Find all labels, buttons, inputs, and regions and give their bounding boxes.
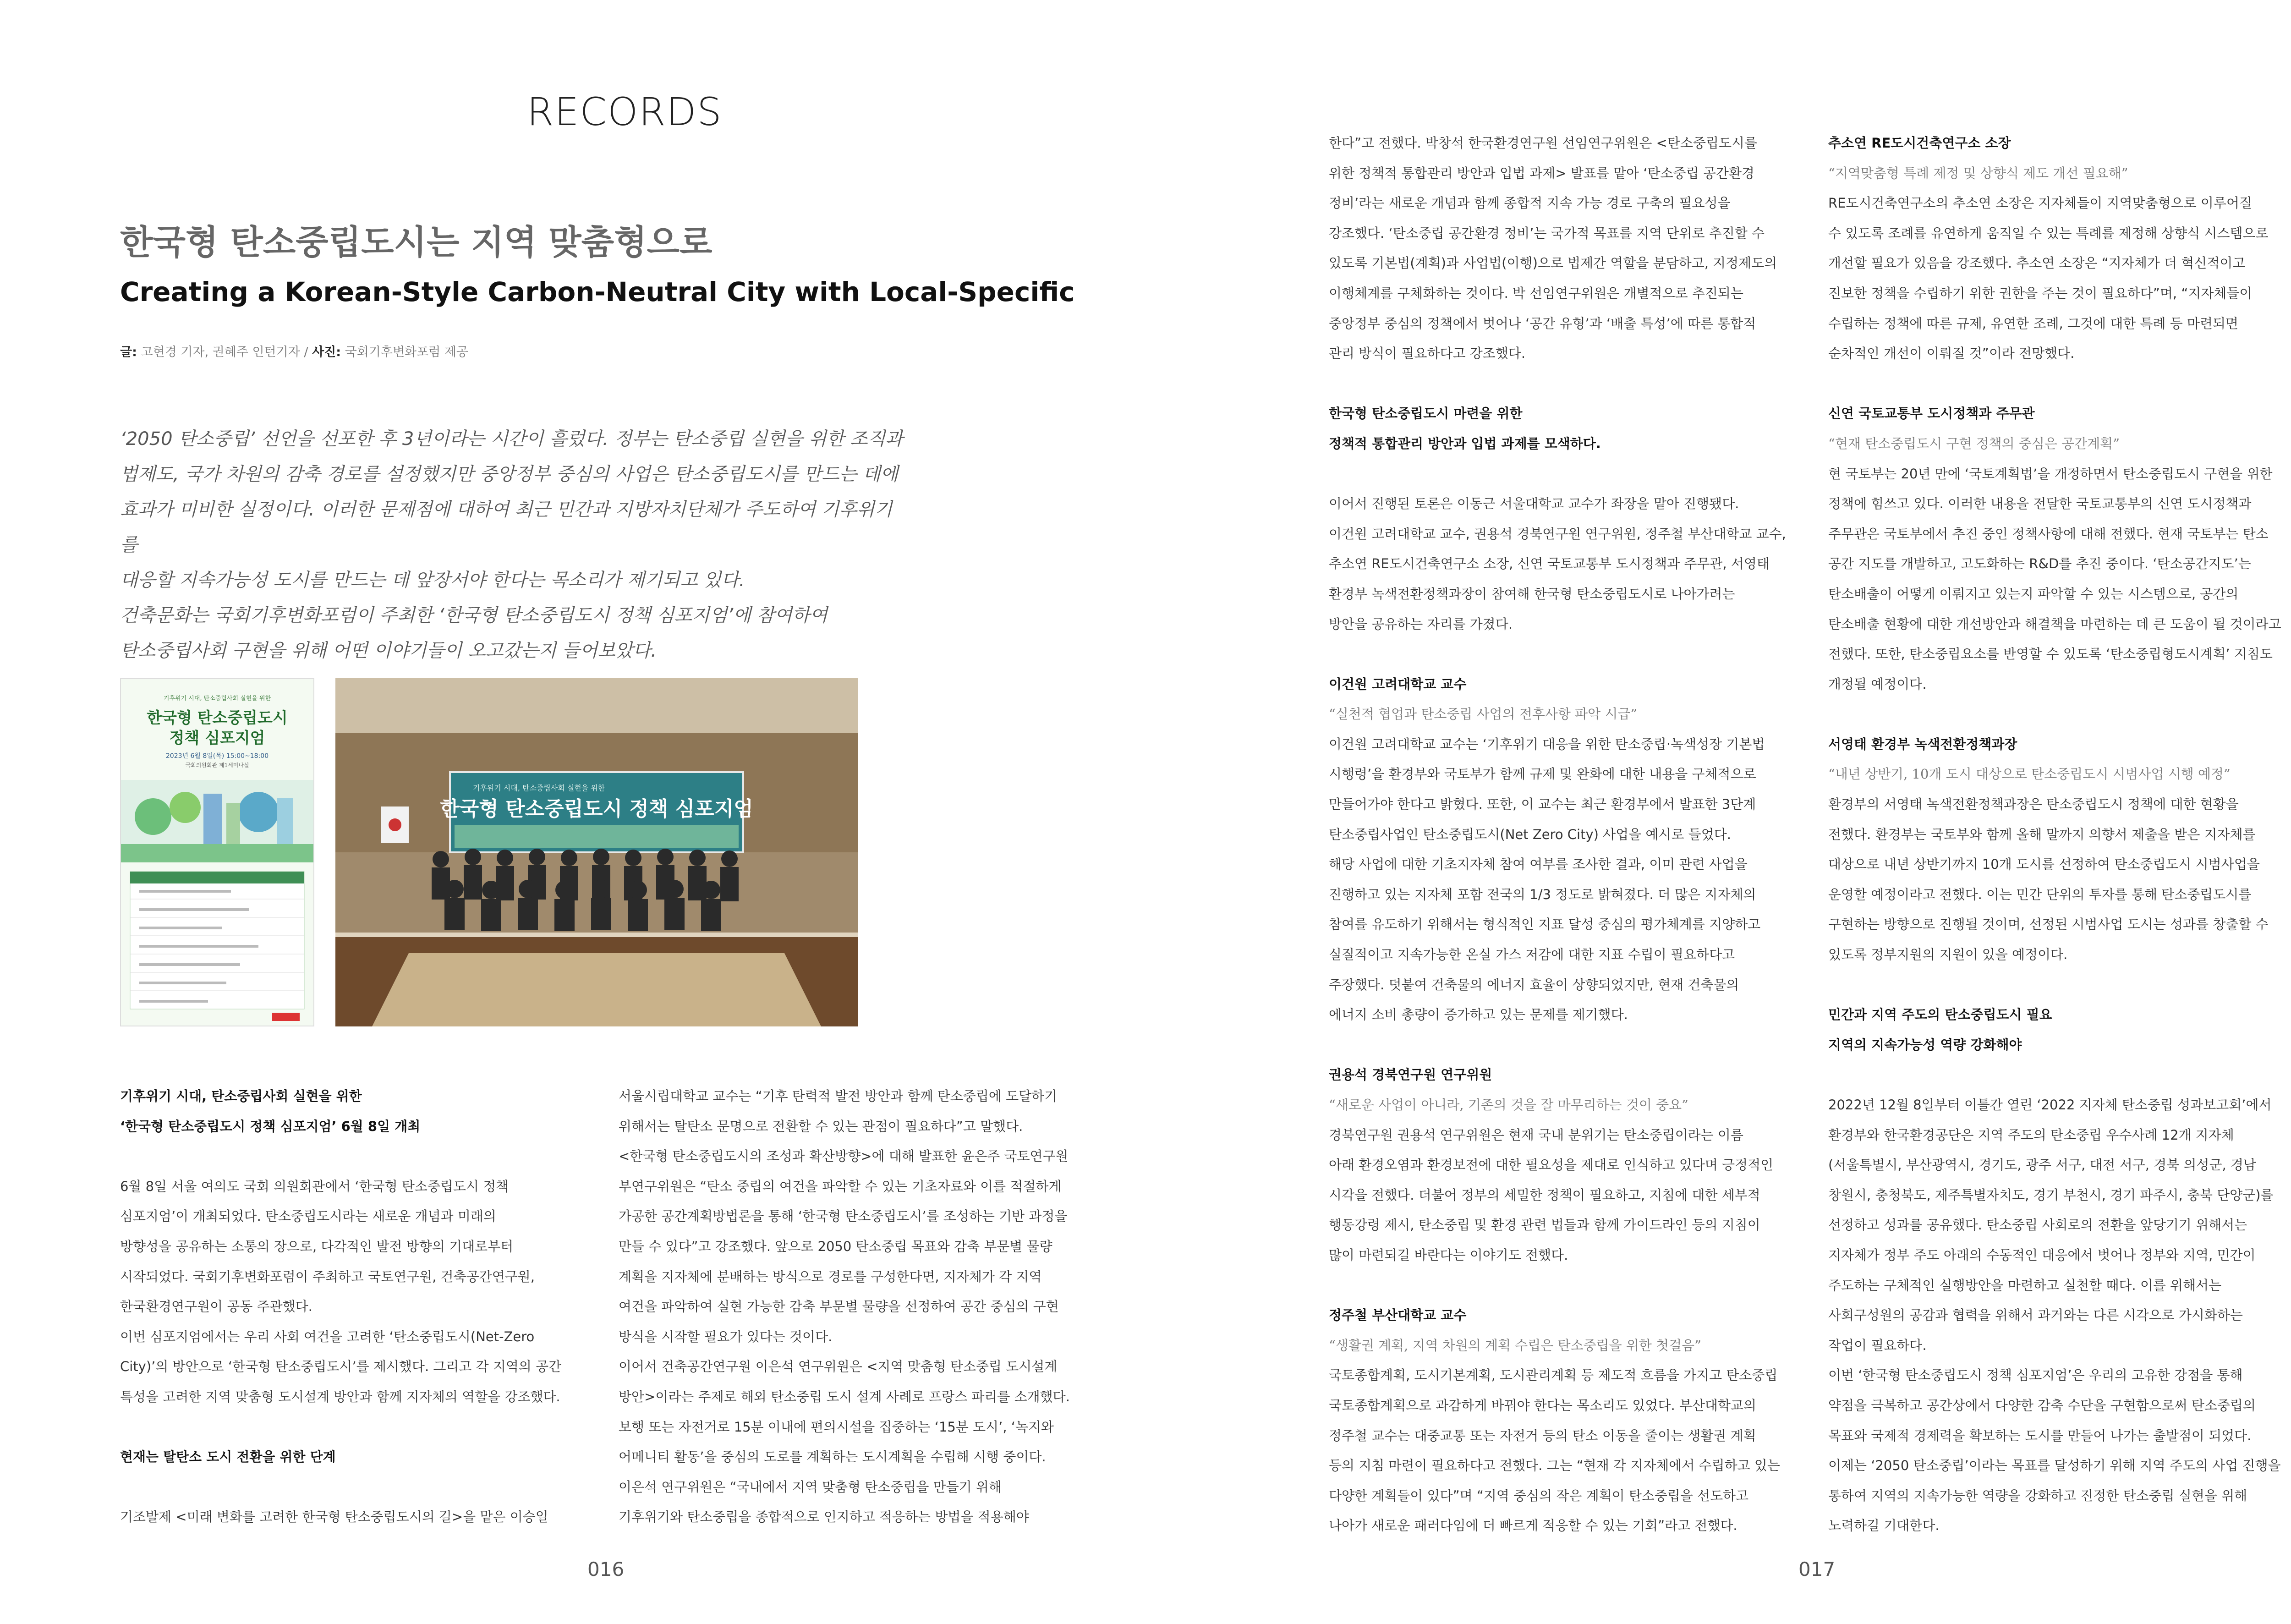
body-line: 창원시, 충청북도, 제주특별자치도, 경기 부천시, 경기 파주시, 충북 단양군)를: [1828, 1187, 2274, 1203]
lead-line: ‘2050 탄소중립’ 선언을 선포한 후 3년이라는 시간이 흘렀다. 정부는 탄소중립 실현을 위한 조직과: [120, 428, 904, 450]
body-line: 약점을 극복하고 공간상에서 다양한 감축 수단을 구현함으로써 탄소중립의: [1828, 1397, 2256, 1413]
body-line: 아래 환경오염과 환경보전에 대한 필요성을 제대로 인식하고 있다며 긍정적인: [1329, 1157, 1774, 1173]
body-line: 만들 수 있다”고 강조했다. 앞으로 2050 탄소중립 목표와 감축 부문별 물량: [619, 1238, 1052, 1254]
subheading: ‘한국형 탄소중립도시 정책 심포지엄’ 6월 8일 개최: [120, 1118, 421, 1134]
spacer: [120, 1141, 615, 1172]
byline: [120, 342, 468, 360]
body-line: 행동강령 제시, 탄소중립 및 환경 관련 법들과 함께 가이드라인 등의 지침이: [1329, 1217, 1760, 1233]
body-line: 환경부의 서영태 녹색전환정책과장은 탄소중립도시 정책에 대한 현황을: [1828, 796, 2239, 812]
body-line: RE도시건축연구소의 추소연 소장은 지자체들이 지역맞춤형으로 이루어질: [1828, 195, 2252, 211]
spacer: [1329, 459, 1824, 489]
body-line: 있도록 기본법(계획)과 사업법(이행)으로 법제간 역할을 분담하고, 지정제도의: [1329, 255, 1777, 271]
byline-text-label: 글:: [120, 345, 137, 359]
body-line: 진보한 정책을 수립하기 위한 권한을 주는 것이 필요하다”며, “지자체들이: [1828, 285, 2253, 301]
body-line: 기후위기와 탄소중립을 종합적으로 인지하고 적응하는 방법을 적용해야: [619, 1509, 1029, 1525]
body-line: 탄소배출이 어떻게 이뤄지고 있는지 파악할 수 있는 시스템으로, 공간의: [1828, 586, 2239, 602]
pull-quote: “생활권 계획, 지역 차원의 계획 수립은 탄소중립을 위한 첫걸음”: [1329, 1337, 1701, 1353]
pull-quote: “내년 상반기, 10개 도시 대상으로 탄소중립도시 시범사업 시행 예정”: [1828, 766, 2231, 782]
spacer: [1828, 699, 2291, 730]
symposium-group-photo: [335, 678, 858, 1026]
body-line: 나아가 새로운 패러다임에 더 빠르게 적응할 수 있는 기회”라고 전했다.: [1329, 1518, 1737, 1534]
poster-title-line-2: 정책 심포지엄: [169, 729, 265, 747]
section-label: RECORDS: [527, 89, 723, 134]
body-line: 노력하길 기대한다.: [1828, 1518, 1940, 1534]
subheading: 한국형 탄소중립도시 마련을 위한: [1329, 406, 1523, 422]
spacer: [120, 1412, 615, 1443]
byline-photo-credit: 국회기후변화포럼 제공: [341, 345, 469, 359]
spacer: [1828, 369, 2291, 399]
body-line: 등의 지침 마련이 필요하다고 전했다. 그는 “현재 각 지자체에서 수립하고 있는: [1329, 1458, 1780, 1474]
spacer: [1828, 970, 2291, 1000]
byline-photo-label: 사진:: [312, 345, 341, 359]
body-line: 개정될 예정이다.: [1828, 676, 1927, 692]
body-line: 운영할 예정이라고 전했다. 이는 민간 단위의 투자를 통해 탄소중립도시를: [1828, 886, 2252, 902]
body-line: 개선할 필요가 있음을 강조했다. 추소연 소장은 “지자체가 더 혁신적이고: [1828, 255, 2246, 271]
subheading: 권용석 경북연구원 연구위원: [1329, 1067, 1492, 1083]
poster-venue: 국회의원회관 제1세미나실: [185, 762, 249, 768]
body-line: 구현하는 방향으로 진행될 것이며, 선정된 시범사업 도시는 성과를 창출할 수: [1828, 916, 2269, 933]
spacer: [1329, 1271, 1824, 1301]
body-line: 방향성을 공유하는 소통의 장으로, 다각적인 발전 방향의 기대로부터: [120, 1238, 514, 1254]
lead-paragraph: [120, 422, 908, 669]
body-line: 추소연 RE도시건축연구소 소장, 신연 국토교통부 도시정책과 주무관, 서영태: [1329, 556, 1770, 572]
body-line: 방식을 시작할 필요가 있다는 것이다.: [619, 1328, 833, 1344]
body-line: 현 국토부는 20년 만에 ‘국토계획법’을 개정하면서 탄소중립도시 구현을 위한: [1828, 466, 2273, 482]
spacer: [1828, 1060, 2291, 1090]
symposium-poster-image: [120, 678, 314, 1026]
body-line: (서울특별시, 부산광역시, 경기도, 광주 서구, 대전 서구, 경북 의성군, 경남: [1828, 1157, 2256, 1173]
poster-top-line: 기후위기 시대, 탄소중립사회 실현을 위한: [163, 695, 271, 702]
body-line: 위해서는 탈탄소 문명으로 전환할 수 있는 관점이 필요하다”고 말했다.: [619, 1118, 1023, 1134]
pull-quote: “현재 탄소중립도시 구현 정책의 중심은 공간계획”: [1828, 435, 2120, 451]
body-line: 참여를 유도하기 위해서는 형식적인 지표 달성 중심의 평가체계를 지양하고: [1329, 916, 1761, 933]
body-line: 주도하는 구체적인 실행방안을 마련하고 실천할 때다. 이를 위해서는: [1828, 1277, 2222, 1293]
body-line: 여건을 파악하여 실현 가능한 감축 부문별 물량을 선정하여 공간 중심의 구현: [619, 1299, 1059, 1315]
body-line: 통하여 지역의 지속가능한 역량을 강화하고 진정한 탄소중립 실현을 위해: [1828, 1487, 2247, 1503]
subheading: 정책적 통합관리 방안과 입법 과제를 모색하다.: [1329, 435, 1601, 451]
body-line: 전했다. 환경부는 국토부와 함께 올해 말까지 의향서 제출을 받은 지자체를: [1828, 826, 2256, 842]
lead-line: 탄소중립사회 구현을 위해 어떤 이야기들이 오고갔는지 들어보았다.: [120, 640, 657, 661]
body-column-1: [120, 1081, 615, 1532]
body-line: 있도록 정부지원의 지원이 있을 예정이다.: [1828, 947, 2068, 963]
body-line: 부연구위원은 “탄소 중립의 여건을 파악할 수 있는 기초자료와 이를 적절하게: [619, 1178, 1062, 1194]
pull-quote: “지역맞춤형 특례 제정 및 상향식 제도 개선 필요해”: [1828, 165, 2128, 181]
body-line: 정책에 힘쓰고 있다. 이러한 내용을 전달한 국토교통부의 신연 도시정책과: [1828, 496, 2252, 512]
body-line: 순차적인 개선이 이뤄질 것”이라 전망했다.: [1828, 346, 2075, 362]
subheading: 신연 국토교통부 도시정책과 주무관: [1828, 406, 2035, 422]
pull-quote: “실천적 협업과 탄소중립 사업의 전후사항 파악 시급”: [1329, 706, 1638, 722]
body-line: 국토종합계획, 도시기본계획, 도시관리계획 등 제도적 흐름을 가지고 탄소중립: [1329, 1367, 1778, 1383]
body-line: 전했다. 또한, 탄소중립요소를 반영할 수 있도록 ‘탄소중립형도시계획’ 지침도: [1828, 646, 2273, 662]
article-title-korean: 한국형 탄소중립도시는 지역 맞춤형으로: [120, 223, 713, 262]
body-line: 중앙정부 중심의 정책에서 벗어나 ‘공간 유형’과 ‘배출 특성’에 따른 통합적: [1329, 315, 1756, 331]
body-line: 만들어가야 한다고 밝혔다. 또한, 이 교수는 최근 환경부에서 발표한 3단계: [1329, 796, 1756, 812]
body-line: 계획을 지자체에 분배하는 방식으로 경로를 구성한다면, 지자체가 각 지역: [619, 1268, 1042, 1284]
body-line: 수립하는 정책에 따른 규제, 유연한 조례, 그것에 대한 특례 등 마련되면: [1828, 315, 2239, 331]
body-line: 이은석 연구위원은 “국내에서 지역 맞춤형 탄소중립을 만들기 위해: [619, 1479, 1002, 1495]
body-line: 이건원 고려대학교 교수는 ‘기후위기 대응을 위한 탄소중립·녹색성장 기본법: [1329, 736, 1765, 752]
body-line: 경북연구원 권용석 연구위원은 현재 국내 분위기는 탄소중립이라는 이름: [1329, 1127, 1743, 1143]
subheading: 지역의 지속가능성 역량 강화해야: [1828, 1037, 2022, 1053]
body-line: <한국형 탄소중립도시의 조성과 확산방향>에 대해 발표한 윤은주 국토연구원: [619, 1148, 1069, 1164]
body-line: 보행 또는 자전거로 15분 이내에 편의시설을 집중하는 ‘15분 도시’, ‘녹지와: [619, 1419, 1054, 1435]
body-line: City)’의 방안으로 ‘한국형 탄소중립도시’를 제시했다. 그리고 각 지역의 공간: [120, 1359, 562, 1375]
body-line: 사회구성원의 공감과 협력을 위해서 과거와는 다른 시각으로 가시화하는: [1828, 1307, 2243, 1323]
body-line: 주장했다. 덧붙여 건축물의 에너지 효율이 상향되었지만, 현재 건축물의: [1329, 977, 1739, 993]
spacer: [1329, 1030, 1824, 1060]
body-column-3: [1329, 128, 1824, 1541]
body-line: 선정하고 성과를 공유했다. 탄소중립 사회로의 전환을 앞당기기 위해서는: [1828, 1217, 2247, 1233]
body-line: 이제는 ‘2050 탄소중립’이라는 목표를 달성하기 위해 지역 주도의 사업 진행을: [1828, 1458, 2281, 1474]
body-line: 이번 ‘한국형 탄소중립도시 정책 심포지엄’은 우리의 고유한 강점을 통해: [1828, 1367, 2243, 1383]
spacer: [1329, 639, 1824, 669]
body-line: 다양한 계획들이 있다”며 “지역 중심의 작은 계획이 탄소중립을 선도하고: [1329, 1487, 1749, 1503]
subheading: 추소연 RE도시건축연구소 소장: [1828, 135, 2011, 151]
body-line: 정비’라는 새로운 개념과 함께 종합적 지속 가능 경로 구축의 필요성을: [1329, 195, 1731, 211]
body-line: 강조했다. ‘탄소중립 공간환경 정비’는 국가적 목표를 지역 단위로 추진할 수: [1329, 225, 1765, 241]
banner-small-text: 기후위기 시대, 탄소중립사회 실현을 위한: [473, 784, 605, 792]
lead-line: 대응할 지속가능성 도시를 만드는 데 앞장서야 한다는 목소리가 제기되고 있다.: [120, 570, 745, 591]
body-line: 심포지엄’이 개최되었다. 탄소중립도시라는 새로운 개념과 미래의: [120, 1208, 496, 1224]
body-line: 기조발제 <미래 변화를 고려한 한국형 탄소중립도시의 길>을 맡은 이승일: [120, 1509, 548, 1525]
body-line: 방안을 공유하는 자리를 가졌다.: [1329, 616, 1513, 632]
body-line: 방안>이라는 주제로 해외 탄소중립 도시 설계 사례로 프랑스 파리를 소개했다.: [619, 1388, 1070, 1405]
body-line: 어메니티 활동’을 중심의 도로를 계획하는 도시계획을 수립해 시행 중이다.: [619, 1449, 1046, 1465]
body-line: 탄소배출 현황에 대한 개선방안과 해결책을 마련하는 데 큰 도움이 될 것이라고: [1828, 616, 2281, 632]
body-line: 특성을 고려한 지역 맞춤형 도시설계 방안과 함께 지자체의 역할을 강조했다.: [120, 1388, 560, 1405]
body-line: 이행체계를 구체화하는 것이다. 박 선임연구위원은 개별적으로 추진되는: [1329, 285, 1743, 301]
body-line: 탄소중립사업인 탄소중립도시(Net Zero City) 사업을 예시로 들었다.: [1329, 826, 1731, 842]
body-line: 한국환경연구원이 공동 주관했다.: [120, 1299, 312, 1315]
subheading: 현재는 탈탄소 도시 전환을 위한 단계: [120, 1449, 336, 1465]
banner-title: 한국형 탄소중립도시 정책 심포지엄: [440, 797, 753, 821]
pull-quote: “새로운 사업이 아니라, 기존의 것을 잘 마무리하는 것이 중요”: [1329, 1097, 1688, 1113]
subheading: 서영태 환경부 녹색전환정책과장: [1828, 736, 2017, 752]
body-line: 대상으로 내년 상반기까지 10개 도시를 선정하여 탄소중립도시 시범사업을: [1828, 856, 2260, 872]
body-line: 6월 8일 서울 여의도 국회 의원회관에서 ‘한국형 탄소중립도시 정책: [120, 1178, 509, 1194]
group-photo-graphic: [335, 678, 858, 1026]
body-line: 주무관은 국토부에서 추진 중인 정책사항에 대해 전했다. 현재 국토부는 탄소: [1828, 526, 2269, 542]
lead-line: 법제도, 국가 차원의 감축 경로를 설정했지만 중앙정부 중심의 사업은 탄소중립도시를 만드는 데에: [120, 464, 899, 485]
body-line: 환경부와 한국환경공단은 지역 주도의 탄소중립 우수사례 12개 지자체: [1828, 1127, 2234, 1143]
body-line: 수 있도록 조례를 유연하게 움직일 수 있는 특례를 제정해 상향식 시스템으로: [1828, 225, 2269, 241]
subheading: 민간과 지역 주도의 탄소중립도시 필요: [1828, 1007, 2052, 1023]
body-line: 실질적이고 지속가능한 온실 가스 저감에 대한 지표 수립이 필요하다고: [1329, 947, 1735, 963]
body-line: 국토종합계획으로 과감하게 바꿔야 한다는 목소리도 있었다. 부산대학교의: [1329, 1397, 1756, 1413]
body-line: 지자체가 정부 주도 아래의 수동적인 대응에서 벗어나 정부와 지역, 민간이: [1828, 1247, 2256, 1263]
body-line: 관리 방식이 필요하다고 강조했다.: [1329, 346, 1526, 362]
subheading: 이건원 고려대학교 교수: [1329, 676, 1467, 692]
body-line: 시작되었다. 국회기후변화포럼이 주최하고 국토연구원, 건축공간연구원,: [120, 1268, 535, 1284]
body-line: 시행령’을 환경부와 국토부가 함께 규제 및 완화에 대한 내용을 구체적으로: [1329, 766, 1756, 782]
subheading: 정주철 부산대학교 교수: [1329, 1307, 1467, 1323]
body-column-4: [1828, 128, 2291, 1541]
body-column-2: [619, 1081, 1113, 1532]
body-line: 가공한 공간계획방법론을 통해 ‘한국형 탄소중립도시’를 조성하는 기반 과정을: [619, 1208, 1068, 1224]
poster-date: 2023년 6월 8일(목) 15:00~18:00: [165, 752, 269, 760]
body-line: 시각을 전했다. 더불어 정부의 세밀한 정책이 필요하고, 지침에 대한 세부적: [1329, 1187, 1760, 1203]
body-line: 진행하고 있는 지자체 포함 전국의 1/3 정도로 밝혀졌다. 더 많은 지자체의: [1329, 886, 1756, 902]
byline-authors: 고현경 기자, 권혜주 인턴기자 /: [137, 345, 312, 359]
spacer: [1329, 369, 1824, 399]
body-line: 이어서 건축공간연구원 이은석 연구위원은 <지역 맞춤형 탄소중립 도시설계: [619, 1359, 1058, 1375]
body-line: 이건원 고려대학교 교수, 권용석 경북연구원 연구위원, 정주철 부산대학교 교수,: [1329, 526, 1786, 542]
body-line: 정주철 교수는 대중교통 또는 자전거 등의 탄소 이동을 줄이는 생활권 계획: [1329, 1427, 1756, 1443]
page-number-right: 017: [1798, 1558, 1836, 1580]
body-line: 해당 사업에 대한 기초지자체 참여 여부를 조사한 결과, 이미 관련 사업을: [1329, 856, 1748, 872]
spacer: [120, 1472, 615, 1503]
body-line: 서울시립대학교 교수는 “기후 탄력적 발전 방안과 함께 탄소중립에 도달하기: [619, 1088, 1058, 1104]
poster-title-line-1: 한국형 탄소중립도시: [147, 709, 288, 727]
body-line: 한다”고 전했다. 박창석 한국환경연구원 선임연구위원은 <탄소중립도시를: [1329, 135, 1758, 151]
lead-line: 효과가 미비한 실정이다. 이러한 문제점에 대하여 최근 민간과 지방자치단체가 주도하여 기후위기를: [120, 499, 893, 555]
body-line: 2022년 12월 8일부터 이틀간 열린 ‘2022 지자체 탄소중립 성과보고회’에서: [1828, 1097, 2272, 1113]
body-line: 이어서 진행된 토론은 이동근 서울대학교 교수가 좌장을 맡아 진행됐다.: [1329, 496, 1739, 512]
body-line: 목표와 국제적 경제력을 확보하는 도시를 만들어 나가는 출발점이 되었다.: [1828, 1427, 2252, 1443]
subheading: 기후위기 시대, 탄소중립사회 실현을 위한: [120, 1088, 362, 1104]
article-title-english: Creating a Korean-Style Carbon-Neutral City with Local-Specific: [120, 276, 1075, 307]
body-line: 많이 마련되길 바란다는 이야기도 전했다.: [1329, 1247, 1568, 1263]
body-line: 에너지 소비 총량이 증가하고 있는 문제를 제기했다.: [1329, 1007, 1628, 1023]
body-line: 이번 심포지엄에서는 우리 사회 여건을 고려한 ‘탄소중립도시(Net-Zero: [120, 1328, 535, 1344]
lead-line: 건축문화는 국회기후변화포럼이 주최한 ‘한국형 탄소중립도시 정책 심포지엄’에 참여하여: [120, 605, 828, 626]
page-number-left: 016: [587, 1558, 625, 1580]
body-line: 작업이 필요하다.: [1828, 1337, 1927, 1353]
body-line: 위한 정책적 통합관리 방안과 입법 과제> 발표를 맡아 ‘탄소중립 공간환경: [1329, 165, 1754, 181]
poster-graphic: [121, 679, 313, 1026]
body-line: 환경부 녹색전환정책과장이 참여해 한국형 탄소중립도시로 나아가려는: [1329, 586, 1735, 602]
body-line: 공간 지도를 개발하고, 고도화하는 R&D를 추진 중이다. ‘탄소공간지도’는: [1828, 556, 2251, 572]
